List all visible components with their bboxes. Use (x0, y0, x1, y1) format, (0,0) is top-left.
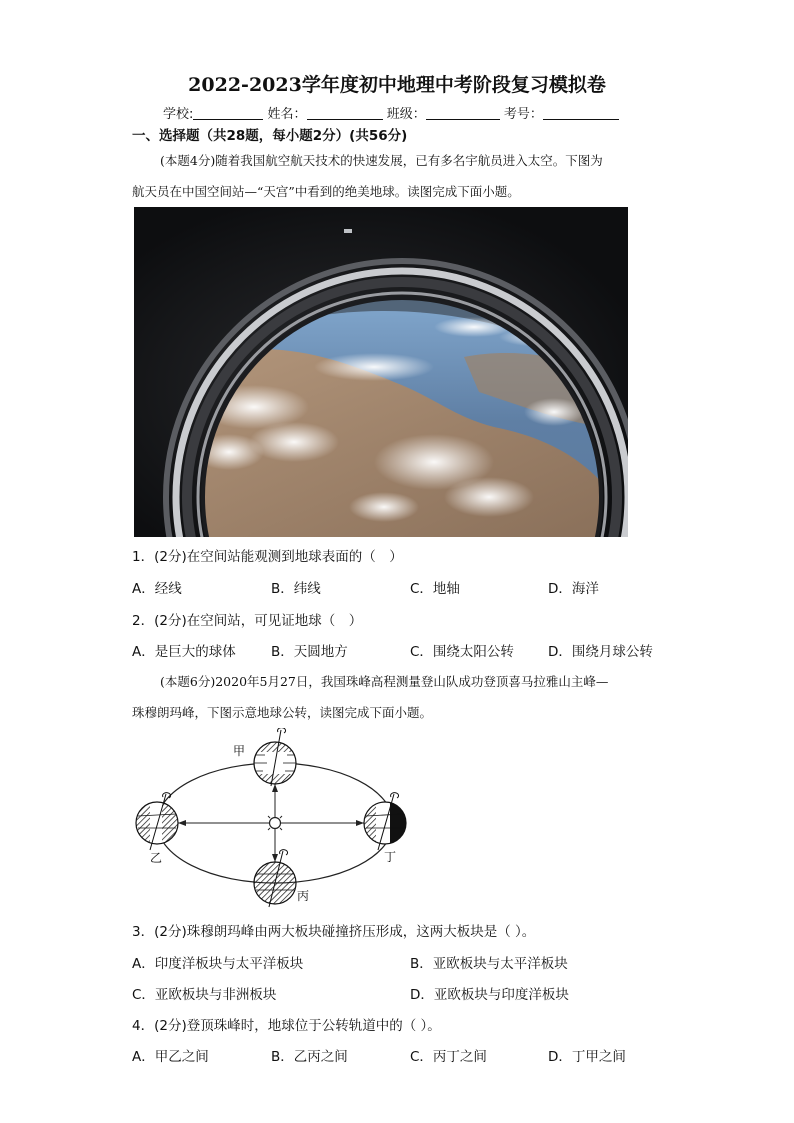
class-blank (426, 107, 500, 120)
earth-porthole-photo (134, 207, 628, 537)
earth-position-ding (364, 793, 410, 850)
q1-option-c[interactable]: C．地轴 (410, 581, 460, 597)
q1-option-d[interactable]: D．海洋 (548, 581, 599, 597)
name-blank (307, 107, 383, 120)
earth-position-yi (136, 793, 182, 850)
name-label: 姓名： (267, 107, 307, 122)
q3-option-a[interactable]: A．印度洋板块与太平洋板块 (132, 956, 304, 972)
question-4-stem: 4．(2分)登顶珠峰时，地球位于公转轨道中的（ ）。 (132, 1018, 441, 1034)
q2-option-c[interactable]: C．围绕太阳公转 (410, 644, 514, 660)
group1-intro-line2: 航天员在中国空间站—“天宫”中看到的绝美地球。读图完成下面小题。 (132, 184, 520, 199)
group2-intro-line1: (本题6分)2020年5月27日，我国珠峰高程测量登山队成功登顶喜马拉雅山主峰— (160, 674, 609, 689)
group1-intro-line1: (本题4分)随着我国航空航天技术的快速发展，已有多名宇航员进入太空。下图为 (160, 153, 603, 168)
q3-option-b[interactable]: B．亚欧板块与太平洋板块 (410, 956, 568, 972)
q4-option-c[interactable]: C．丙丁之间 (410, 1049, 487, 1065)
label-yi: 乙 (150, 851, 163, 865)
exam-no-blank (543, 107, 619, 120)
q1-option-b[interactable]: B．纬线 (271, 581, 321, 597)
q2-option-a[interactable]: A．是巨大的球体 (132, 644, 236, 660)
group2-intro-line2: 珠穆朗玛峰，下图示意地球公转，读图完成下面小题。 (132, 705, 433, 720)
q2-option-d[interactable]: D．围绕月球公转 (548, 644, 653, 660)
question-1-stem: 1．(2分)在空间站能观测到地球表面的（ ） (132, 549, 403, 565)
school-label: 学校: (163, 107, 194, 122)
label-jia: 甲 (233, 744, 246, 758)
question-2-stem: 2．(2分)在空间站，可见证地球（ ） (132, 613, 363, 629)
q4-option-d[interactable]: D．丁甲之间 (548, 1049, 626, 1065)
q2-option-b[interactable]: B．天圆地方 (271, 644, 348, 660)
sun-icon (265, 813, 285, 833)
q4-option-b[interactable]: B．乙丙之间 (271, 1049, 348, 1065)
label-ding: 丁 (384, 850, 397, 864)
question-3-stem: 3．(2分)珠穆朗玛峰由两大板块碰撞挤压形成，这两大板块是（ ）。 (132, 924, 536, 940)
exam-no-label: 考号： (503, 107, 543, 122)
q1-option-a[interactable]: A．经线 (132, 581, 182, 597)
earth-orbit-diagram (132, 728, 418, 908)
earth-position-jia (252, 728, 298, 786)
class-label: 班级： (386, 107, 426, 122)
student-info-line (163, 103, 619, 122)
page-title: 2022-2023学年度初中地理中考阶段复习模拟卷 (188, 74, 606, 96)
label-bing: 丙 (297, 889, 310, 903)
q4-option-a[interactable]: A．甲乙之间 (132, 1049, 209, 1065)
section-heading: 一、选择题（共28题，每小题2分）(共56分) (132, 128, 408, 144)
q3-option-c[interactable]: C．亚欧板块与非洲板块 (132, 987, 277, 1003)
school-blank (193, 107, 263, 120)
q3-option-d[interactable]: D．亚欧板块与印度洋板块 (410, 987, 569, 1003)
